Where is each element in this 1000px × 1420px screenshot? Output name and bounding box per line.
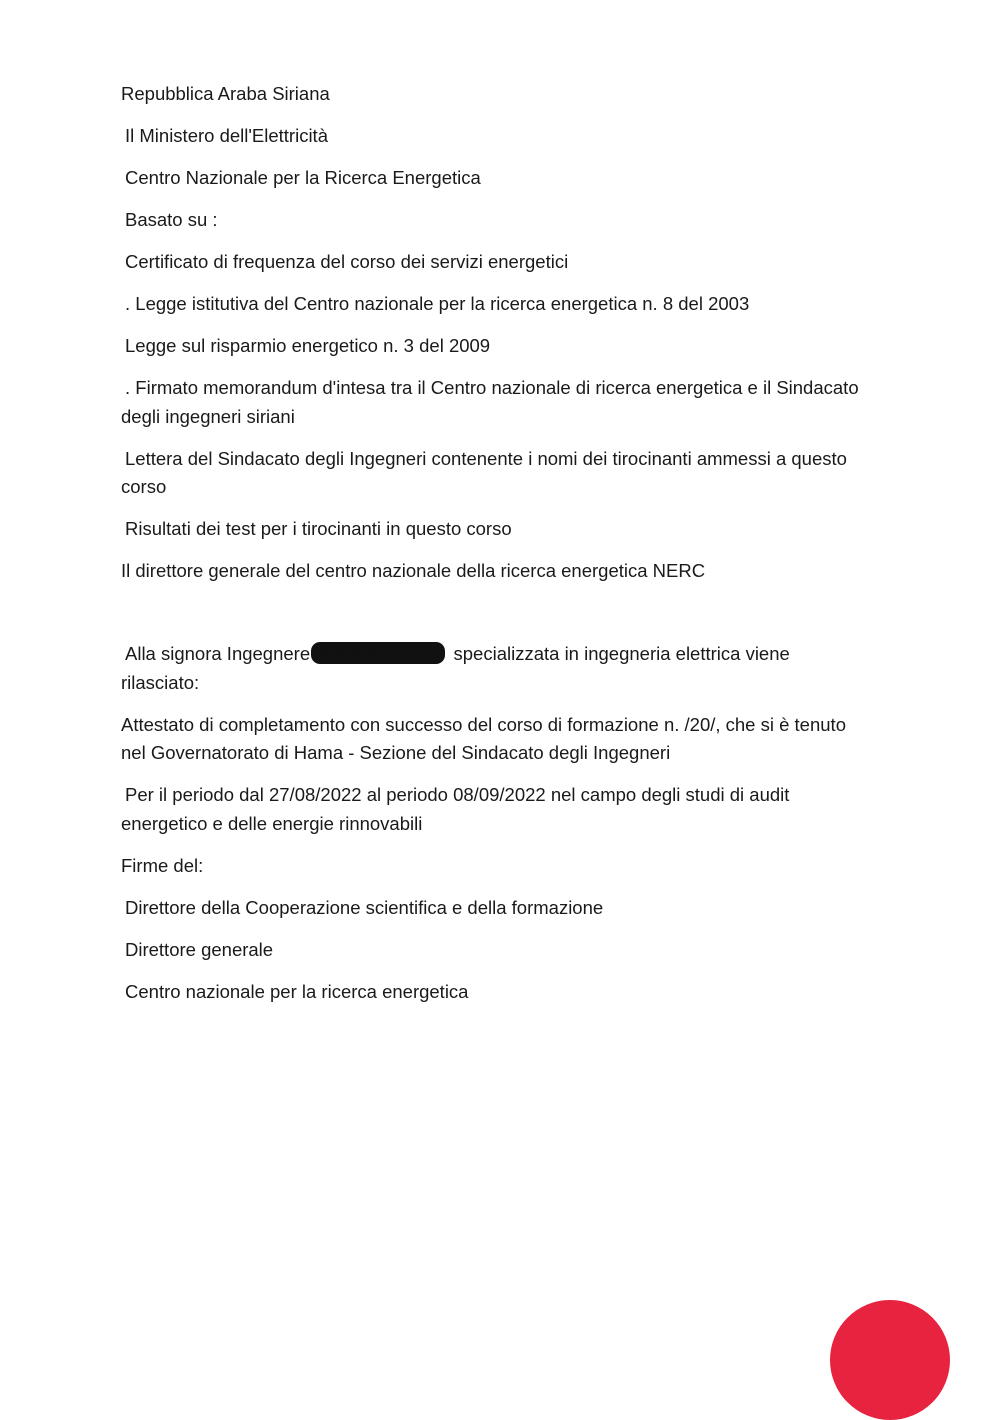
attestation-paragraph: Attestato di completamento con successo del corso di formazione n. /20/, che si è tenuto nel Governatorato di Hama - Sezione del Sindacato degli Ingegneri	[121, 713, 846, 763]
basis-item-6: Risultati dei test per i tirocinanti in questo corso	[125, 518, 512, 539]
basis-item-2: . Legge istitutiva del Centro nazionale per la ricerca energetica n. 8 del 2003	[125, 293, 750, 314]
basis-item-3: Legge sul risparmio energetico n. 3 del 2009	[125, 335, 491, 356]
section-spacer	[121, 599, 861, 640]
basis-item-5-text: Lettera del Sindacato degli Ingegneri contenente i nomi dei tirocinanti ammessi a questo corso	[121, 447, 847, 497]
ministry-line: Il Ministero dell'Elettricità	[125, 125, 328, 146]
recipient-suffix: specializzata in ingegneria elettrica viene rilasciato:	[121, 643, 790, 693]
signatures-heading: Firme del:	[121, 854, 204, 876]
basis-item-4	[121, 374, 861, 431]
basis-item-1: Certificato di frequenza del corso dei servizi energetici	[125, 251, 569, 272]
signatory-2: Direttore generale	[125, 938, 274, 960]
period-paragraph	[121, 781, 861, 838]
recipient-paragraph	[121, 640, 861, 697]
based-on-heading: Basato su :	[125, 209, 218, 230]
signatory-3: Centro nazionale per la ricerca energetica	[125, 980, 469, 1002]
certificate-text	[121, 80, 861, 1020]
basis-item-4-text: . Firmato memorandum d'intesa tra il Centro nazionale di ricerca energetica e il Sindacato degli ingegneri siriani	[121, 377, 859, 427]
redacted-name: Magda El-Masoud	[311, 642, 445, 664]
country-line: Repubblica Araba Siriana	[121, 83, 330, 104]
signatory-1: Direttore della Cooperazione scientifica e della formazione	[125, 896, 604, 918]
recipient-prefix: Alla signora Ingegnere	[125, 643, 311, 664]
basis-item-5	[121, 445, 861, 502]
director-line: Il direttore generale del centro nazionale della ricerca energetica NERC	[121, 560, 706, 581]
center-line: Centro Nazionale per la Ricerca Energetica	[125, 167, 481, 188]
period-text: Per il periodo dal 27/08/2022 al periodo 08/09/2022 nel campo degli studi di audit energetico e delle energie rinnovabili	[121, 784, 790, 834]
corner-red-circle	[830, 1300, 950, 1420]
